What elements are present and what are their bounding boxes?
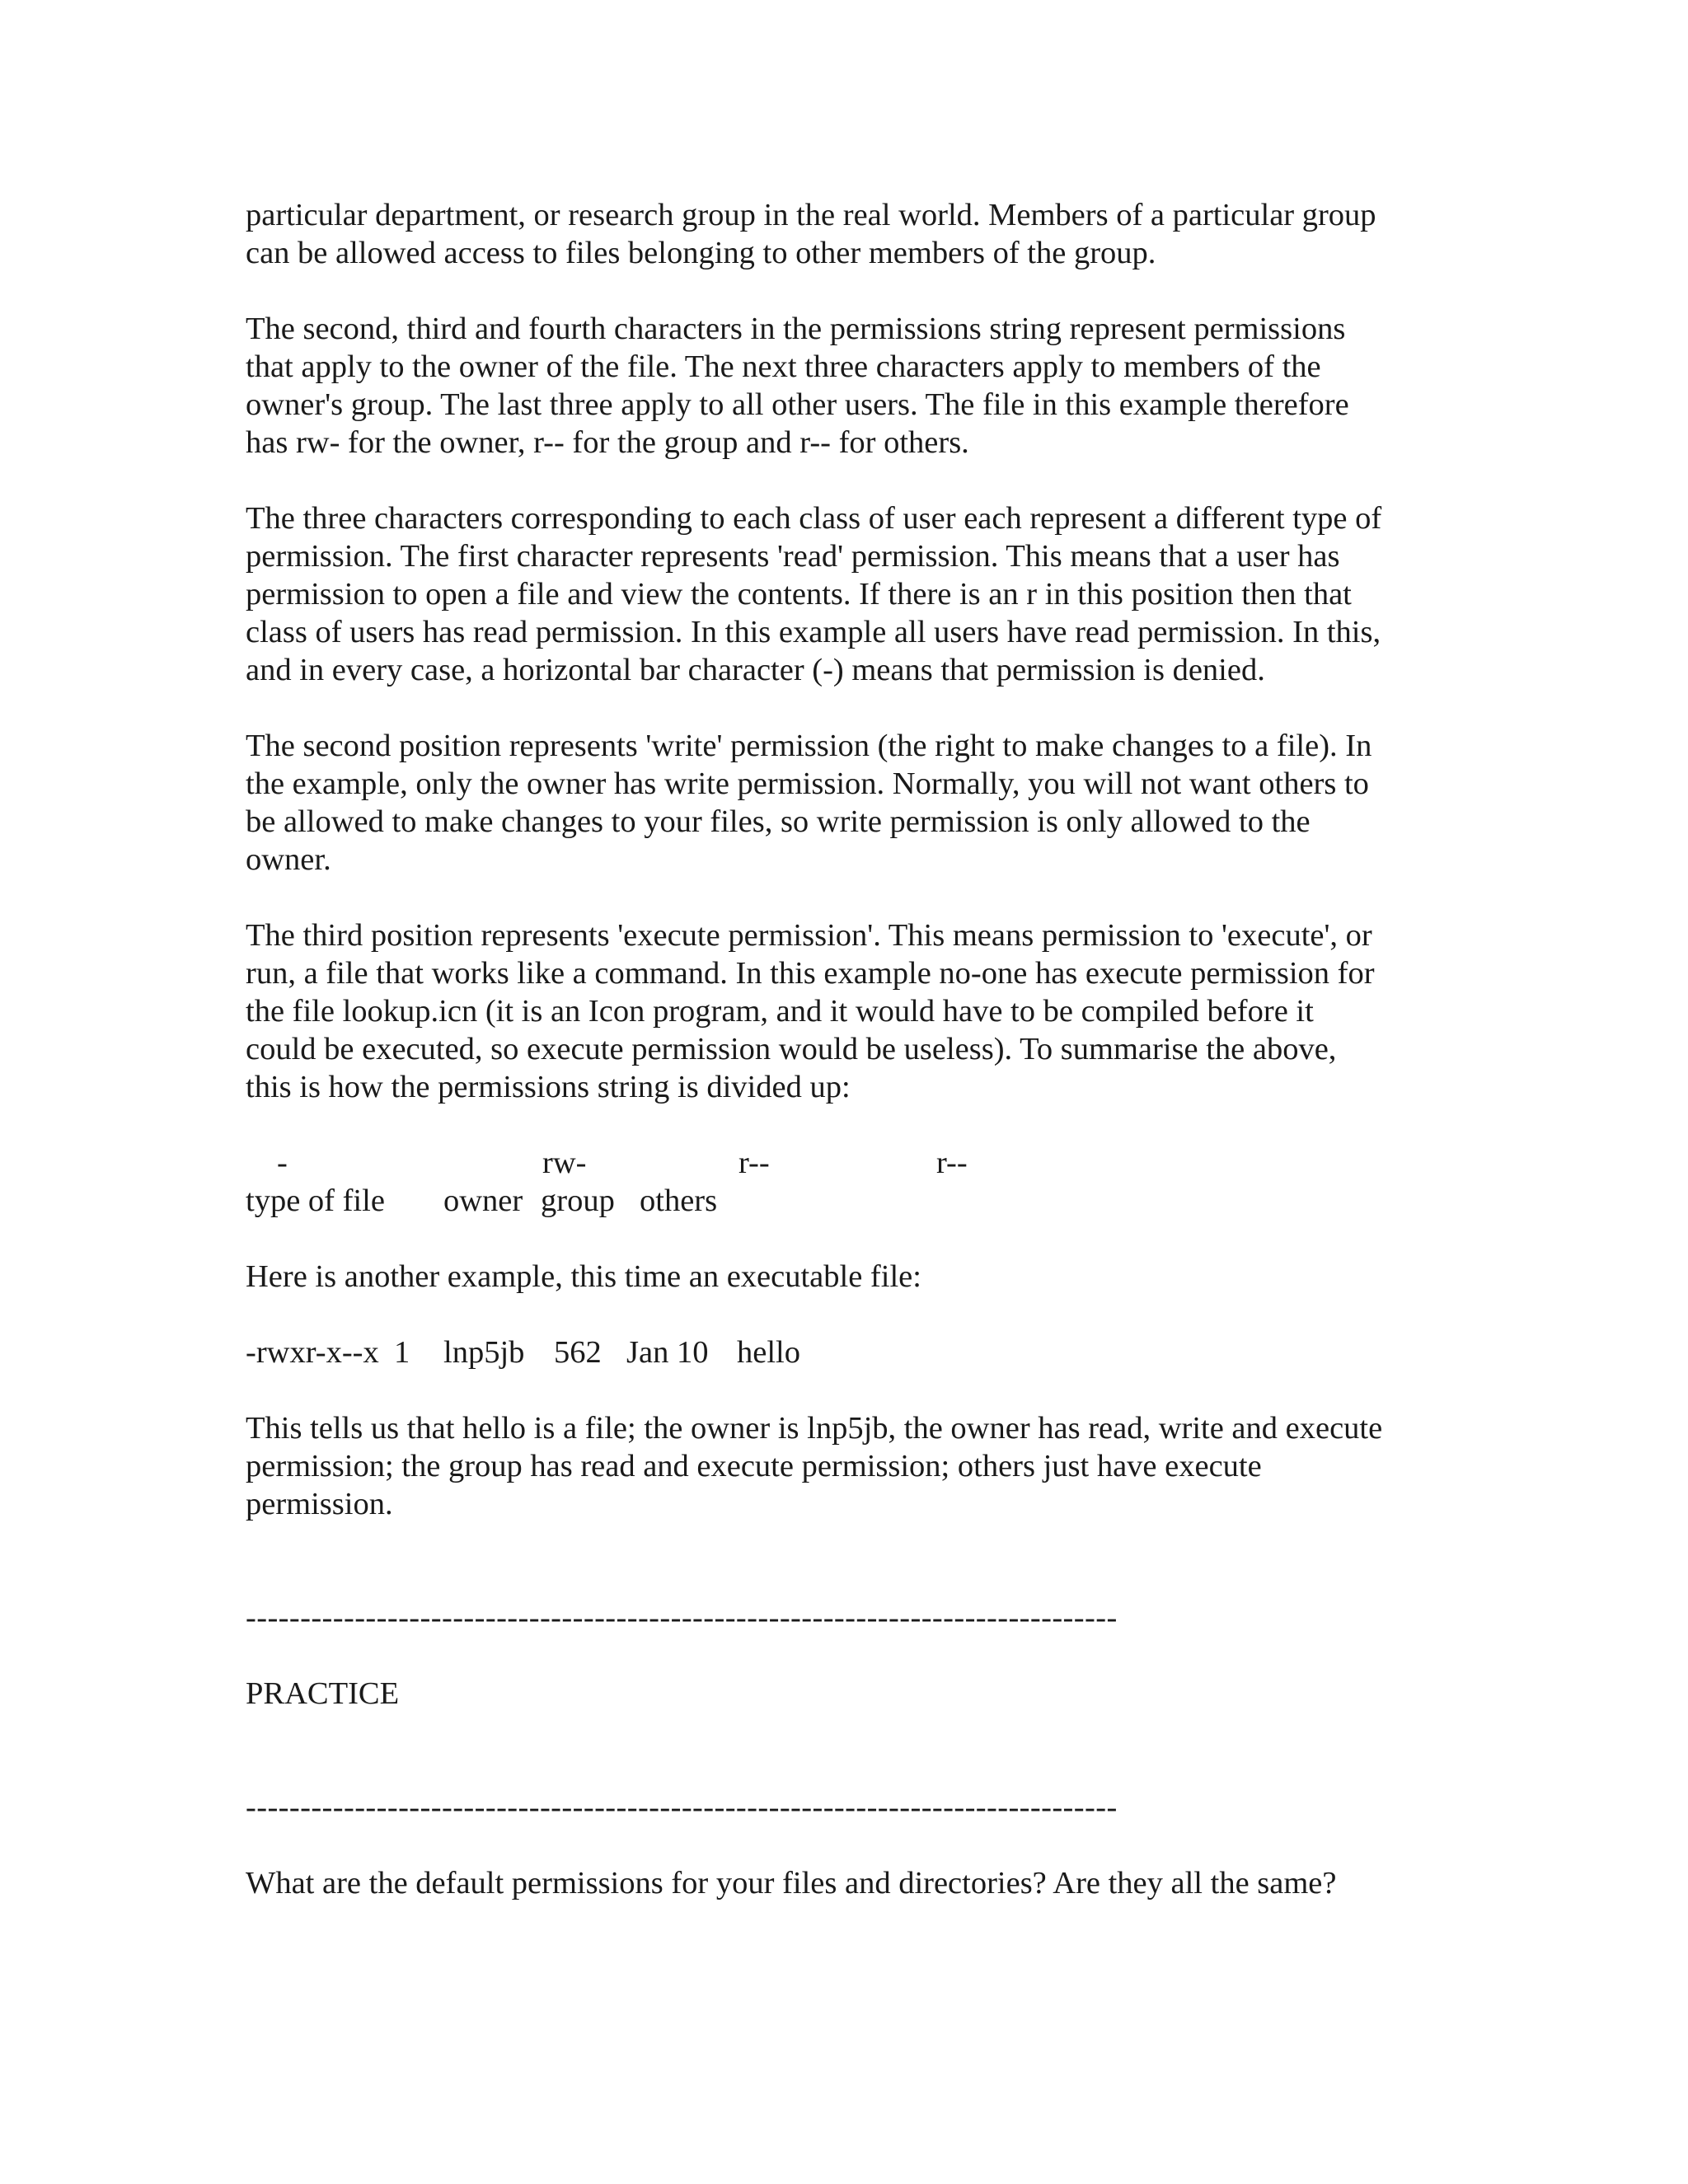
listing-links: 1: [394, 1335, 410, 1370]
text-line: class of users has read permission. In this example all users have read permission. In this,: [246, 615, 1381, 649]
dashed-divider-bottom: --------------------------------------------------------------------------------: [246, 1790, 1118, 1825]
permission-string-diagram: [246, 1144, 1457, 1220]
file-listing-line: [246, 1333, 1457, 1371]
others-symbol: r--: [936, 1146, 968, 1180]
owner-label: owner: [443, 1183, 523, 1218]
paragraph-execute-permission: [246, 916, 1457, 1106]
text-line: The three characters corresponding to each class of user each represent a different type of: [246, 501, 1382, 536]
text-line: this is how the permissions string is divided up:: [246, 1070, 851, 1104]
owner-symbol: rw-: [542, 1146, 587, 1180]
listing-permissions: -rwxr-x--x: [246, 1335, 379, 1370]
listing-owner: lnp5jb: [443, 1335, 525, 1370]
text-line: the example, only the owner has write permission. Normally, you will not want others to: [246, 766, 1369, 801]
text-line: This tells us that hello is a file; the owner is lnp5jb, the owner has read, write and execute: [246, 1411, 1383, 1446]
text-line: permission. The first character represents 'read' permission. This means that a user has: [246, 539, 1340, 574]
text-line: the file lookup.icn (it is an Icon program, and it would have to be compiled before it: [246, 994, 1314, 1029]
text-line: owner.: [246, 842, 331, 877]
text-line: that apply to the owner of the file. The next three characters apply to members of the: [246, 349, 1321, 384]
group-symbol: r--: [738, 1146, 770, 1180]
dashed-divider-top: --------------------------------------------------------------------------------: [246, 1601, 1118, 1635]
practice-heading: PRACTICE: [246, 1676, 400, 1711]
text-line: The second position represents 'write' permission (the right to make changes to a file). In: [246, 729, 1372, 763]
text-line: run, a file that works like a command. In this example no-one has execute permission for: [246, 956, 1375, 991]
intro-text: Here is another example, this time an executable file:: [246, 1259, 921, 1294]
text-line: could be executed, so execute permission would be useless). To summarise the above,: [246, 1032, 1337, 1066]
text-line: The second, third and fourth characters in the permissions string represent permissions: [246, 312, 1346, 346]
another-example-intro: [246, 1258, 1457, 1296]
listing-filename: hello: [737, 1335, 800, 1370]
permission-labels-row: [246, 1182, 1457, 1220]
text-line: permission; the group has read and execute permission; others just have execute: [246, 1449, 1262, 1483]
text-line: owner's group. The last three apply to all other users. The file in this example therefore: [246, 387, 1349, 422]
question-text: What are the default permissions for your files and directories? Are they all the same?: [246, 1866, 1337, 1900]
paragraph-explanation: [246, 1409, 1457, 1523]
text-line: has rw- for the owner, r-- for the group and r-- for others.: [246, 425, 969, 460]
group-label: group: [541, 1183, 615, 1218]
type-label: type of file: [246, 1183, 385, 1218]
paragraph-read-permission: [246, 499, 1457, 689]
text-line: permission.: [246, 1487, 393, 1521]
permission-symbols-row: [246, 1144, 1457, 1182]
paragraph-groups: [246, 196, 1457, 272]
text-line: be allowed to make changes to your files, so write permission is only allowed to the: [246, 804, 1311, 839]
text-line: The third position represents 'execute permission'. This means permission to 'execute', or: [246, 918, 1372, 953]
practice-question: [246, 1864, 1457, 1902]
listing-date: Jan 10: [626, 1335, 709, 1370]
paragraph-permission-classes: [246, 310, 1457, 462]
paragraph-write-permission: [246, 727, 1457, 879]
text-line: can be allowed access to files belonging to other members of the group.: [246, 236, 1156, 270]
type-symbol: -: [277, 1146, 288, 1180]
listing-size: 562: [554, 1335, 602, 1370]
others-label: others: [640, 1183, 718, 1218]
text-line: permission to open a file and view the contents. If there is an r in this position then that: [246, 577, 1352, 612]
document-page: [246, 196, 1457, 1902]
text-line: and in every case, a horizontal bar character (-) means that permission is denied.: [246, 653, 1265, 687]
text-line: particular department, or research group in the real world. Members of a particular group: [246, 198, 1376, 232]
